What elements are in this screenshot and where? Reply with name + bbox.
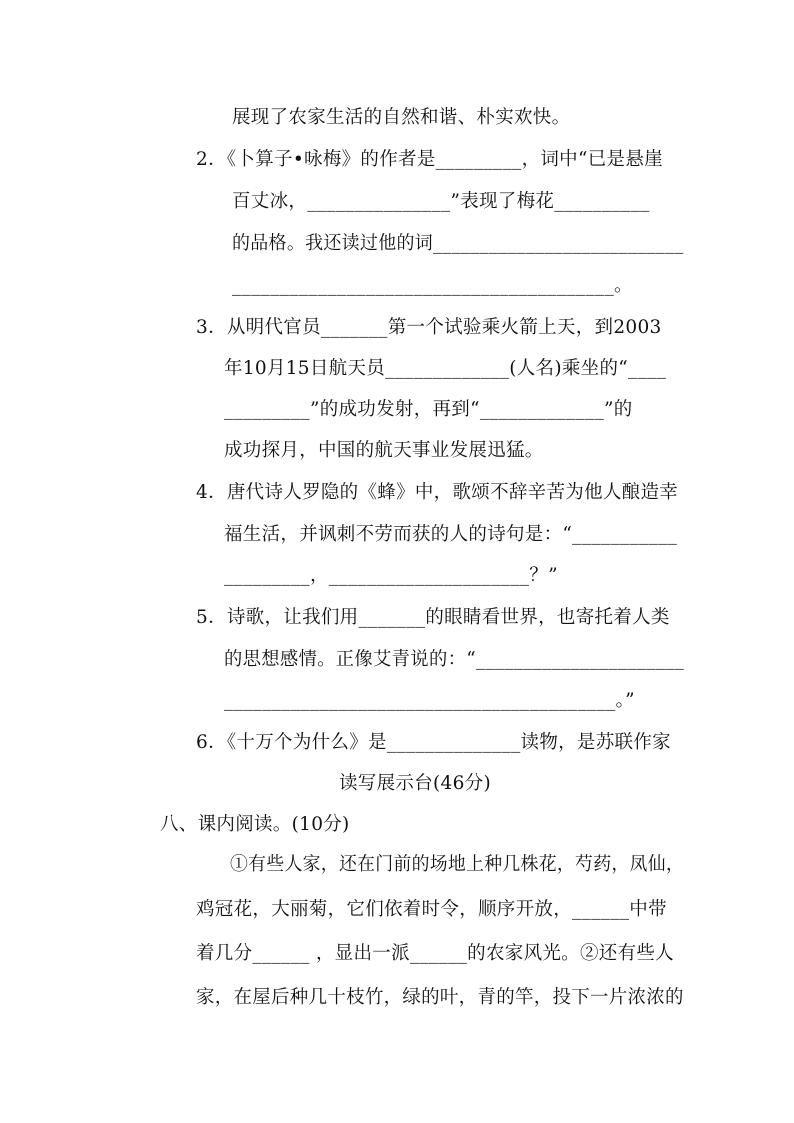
text-line: 百丈冰，_______________”表现了梅花__________ bbox=[232, 191, 650, 212]
text-line: 福生活，并讽刺不劳而获的人的诗句是：“___________ bbox=[224, 524, 678, 545]
text-line: 年10月15日航天员_____________(人名)乘坐的“____ bbox=[224, 358, 667, 379]
text-line: ________________________________________。 bbox=[232, 275, 633, 296]
question-6: 6．《十万个为什么》是______________读物，是苏联作家 bbox=[196, 732, 671, 753]
passage-line: ①有些人家，还在门前的场地上种几株花，芍药，凤仙， bbox=[230, 854, 685, 875]
text-line: 的品格。我还读过他的词___________________________ bbox=[232, 233, 684, 254]
text-line: _________________________________________。” bbox=[224, 690, 635, 711]
text-line: 展现了农家生活的自然和谐、朴实欢快。 bbox=[232, 107, 571, 128]
passage-line: 着几分______ ，显出一派______的农家风光。②还有些人 bbox=[196, 943, 674, 964]
question-5: 5．诗歌，让我们用_______的眼睛看世界，也寄托着人类 bbox=[196, 607, 670, 628]
section-heading: 读写展示台(46分) bbox=[339, 773, 491, 794]
question-2: 2．《卜算子•咏梅》的作者是_________，词中“已是悬崖 bbox=[196, 149, 663, 170]
question-3: 3．从明代官员_______第一个试验乘火箭上天，到2003 bbox=[196, 317, 662, 338]
passage-line: 鸡冠花，大丽菊，它们依着时令，顺序开放，______中带 bbox=[196, 899, 667, 920]
question-4: 4．唐代诗人罗隐的《蜂》中，歌颂不辞辛苦为他人酿造幸 bbox=[196, 482, 679, 503]
text-line: _________”的成功发射，再到“_____________”的 bbox=[224, 399, 633, 420]
section-eight-heading: 八、课内阅读。(10分) bbox=[160, 814, 350, 835]
text-line: _________，_____________________？” bbox=[224, 565, 558, 586]
passage-line: 家，在屋后种几十枝竹，绿的叶，青的竿，投下一片浓浓的 bbox=[196, 987, 684, 1008]
text-line: 的思想感情。正像艾青说的：“______________________ bbox=[224, 649, 685, 670]
text-line: 成功探月，中国的航天事业发展迅猛。 bbox=[224, 440, 544, 461]
